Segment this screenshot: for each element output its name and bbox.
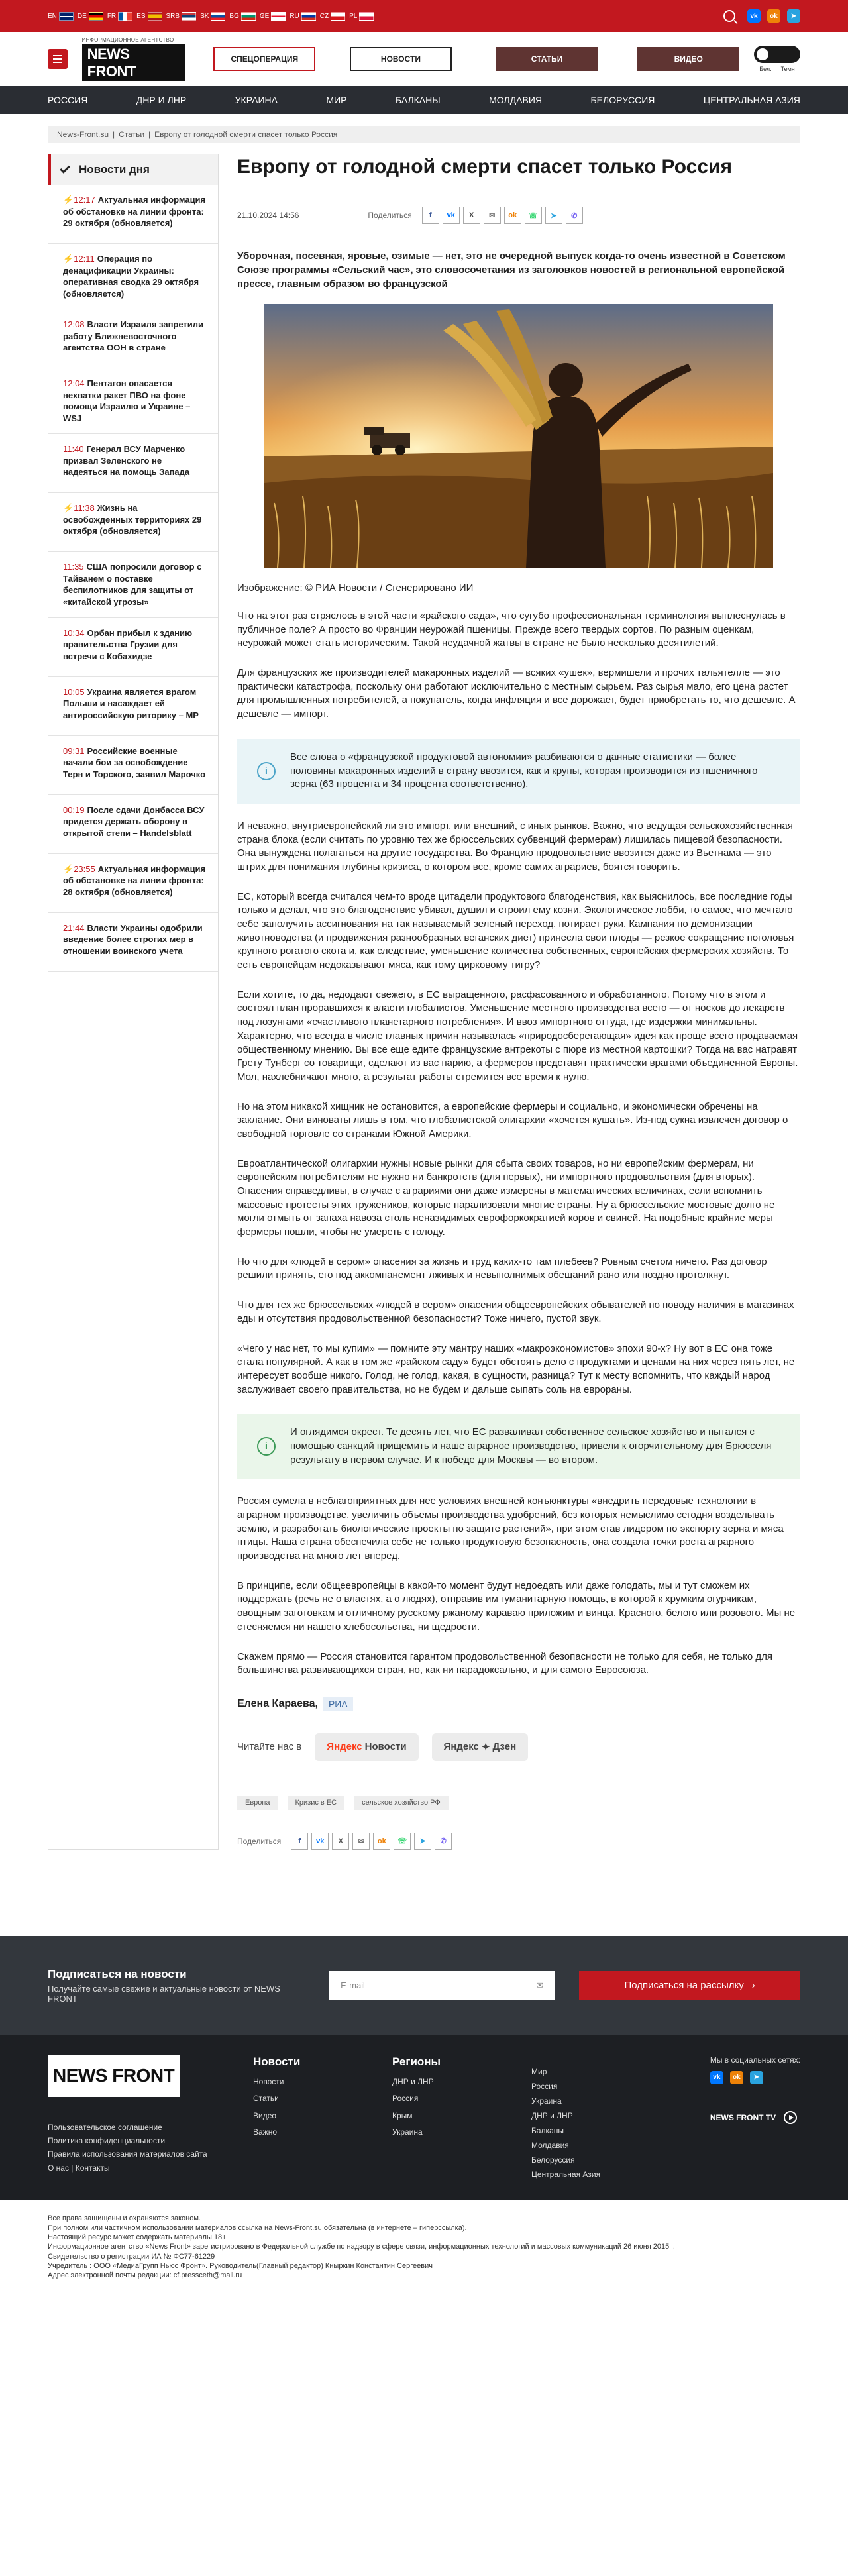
- news-time: 09:31: [63, 745, 85, 756]
- breadcrumb-current: Европу от голодной смерти спасет только Россия: [154, 130, 338, 139]
- telegram-icon[interactable]: ➤: [787, 9, 800, 23]
- news-headline: США попросили договор с Тайванем о поставке беспилотников для защиты от «китайской угрозы»: [63, 562, 202, 608]
- article-paragraph: Россия сумела в неблагоприятных для нее условиях внешней конъюнктуры «внедрить передовые технологии в аграрном производстве, увеличить объемы производства удобрений, без которых немыслимо сегодня возделывать землю, и разработать биологические проекты по защите растений», при этом став лидером по экспорту зерна и мяса птицы. Наша страна обеспечила себе не только продуктовую безопасность, она создала точки роста аграрного производства на много лет вперед.: [237, 1495, 784, 1562]
- footer-region-link[interactable]: Россия: [392, 2094, 419, 2104]
- read-us-block: [237, 1733, 800, 1761]
- yandex-dzen-button[interactable]: [432, 1733, 529, 1761]
- vk-icon[interactable]: vk: [747, 9, 761, 23]
- whatsapp-icon[interactable]: ☏: [525, 207, 542, 224]
- flag-icon: [301, 12, 316, 21]
- lang-label: RU: [290, 12, 299, 20]
- tag-list: [237, 1796, 800, 1810]
- tag[interactable]: Кризис в ЕС: [288, 1796, 345, 1810]
- vk-icon[interactable]: vk: [311, 1833, 329, 1850]
- nav-item-balkans[interactable]: БАЛКАНЫ: [395, 95, 441, 105]
- footer-news-title: Новости: [253, 2055, 301, 2068]
- x-icon[interactable]: X: [463, 207, 480, 224]
- wheat-field-illustration: [264, 304, 773, 568]
- sidebar-news-item[interactable]: [48, 185, 218, 244]
- flag-icon: [59, 12, 74, 21]
- share-label: Поделиться: [237, 1836, 282, 1846]
- flag-icon: [148, 12, 162, 21]
- legal-line: Все права защищены и охраняются законом.: [48, 2214, 201, 2223]
- lightning-icon: ⚡: [63, 254, 74, 264]
- email-input[interactable]: [329, 1971, 555, 2000]
- nav-item-moldova[interactable]: МОЛДАВИЯ: [489, 95, 543, 105]
- breadcrumb-separator: |: [113, 130, 115, 139]
- footer-region-link[interactable]: ДНР и ЛНР: [531, 2111, 573, 2121]
- lang-fr[interactable]: [107, 12, 132, 21]
- breadcrumb-section[interactable]: Статьи: [119, 130, 145, 139]
- lang-label: SRB: [166, 12, 180, 20]
- footer-region-link[interactable]: Молдавия: [531, 2140, 569, 2150]
- tv-label: NEWS FRONT TV: [710, 2112, 776, 2122]
- flag-icon: [89, 12, 103, 21]
- info-icon: i: [257, 762, 276, 780]
- lang-de[interactable]: [78, 12, 103, 21]
- vk-icon[interactable]: vk: [710, 2071, 723, 2084]
- sidebar-news-item[interactable]: [48, 493, 218, 552]
- legal-line: Адрес электронной почты редакции: cf.pressceth@mail.ru: [48, 2271, 242, 2280]
- lang-label: FR: [107, 12, 117, 20]
- lang-label: SK: [200, 12, 209, 20]
- footer-news-link[interactable]: Важно: [253, 2127, 278, 2137]
- article-author: [237, 1697, 800, 1711]
- subscribe-block: [0, 1936, 848, 2035]
- news-headline: Жизнь на освобожденных территориях 29 октября (обновляется): [63, 503, 202, 537]
- sidebar-news-item[interactable]: [48, 854, 218, 913]
- news-time: 10:05: [63, 686, 85, 697]
- article-paragraph: Скажем прямо — Россия становится гарантом продовольственной безопасности не только для себя, не только для большинства развивающихся стран, но, как ни парадоксально, и для самого Евросоюза.: [237, 1650, 773, 1676]
- news-time: 12:11: [74, 254, 95, 264]
- lang-sk[interactable]: [200, 12, 225, 21]
- news-time: 23:55: [74, 863, 95, 874]
- share-bar: [368, 207, 582, 224]
- logo-text: NEWS FRONT: [82, 44, 186, 81]
- footer-news-link[interactable]: Новости: [253, 2077, 284, 2087]
- facebook-icon[interactable]: f: [422, 207, 439, 224]
- theme-light-label: Бел.: [759, 66, 772, 72]
- footer-link[interactable]: Политика конфиденциальности: [48, 2136, 166, 2146]
- news-headline: Украина является врагом Польши и насаждает ей антироссийскую риторику – МР: [63, 686, 199, 720]
- sidebar-header: [48, 154, 218, 185]
- chevron-right-icon: ›: [751, 1980, 755, 1992]
- footer-link[interactable]: Пользовательское соглашение: [48, 2122, 162, 2132]
- article-lead: Уборочная, посевная, яровые, озимые — нет, это не очередной выпуск когда-то очень известной в Советском Союзе программы «Сельский час», это словосочетания из заголовков новостей в региональной европейской прессе, главным образом во французской: [237, 250, 786, 290]
- footer-link[interactable]: О нас | Контакты: [48, 2163, 110, 2173]
- legal-line: Настоящий ресурс может содержать материалы 18+: [48, 2233, 227, 2241]
- dzen-icon: ✦: [481, 1741, 490, 1753]
- tag[interactable]: сельское хозяйство РФ: [354, 1796, 449, 1810]
- email-placeholder: E-mail: [341, 1980, 365, 1991]
- lang-cz[interactable]: [320, 12, 345, 21]
- lang-label: BG: [229, 12, 239, 20]
- info-icon: i: [257, 1437, 276, 1456]
- news-headline: Операция по денацификации Украины: оперативная сводка 29 октября (обновляется): [63, 254, 199, 299]
- footer-logo[interactable]: NEWS FRONT: [48, 2055, 180, 2097]
- breadcrumb: [48, 126, 800, 143]
- quote-text: И оглядимся окрест. Те десять лет, что ЕС разваливал собственное сельское хозяйство и пытался с помощью санкций прищемить и наше аграрное производство, привели к огорчительному для Брюсселя результату в первом случае. И к победе для Москвы — во втором.: [290, 1426, 772, 1466]
- news-time: 12:08: [63, 319, 85, 330]
- article-date: 21.10.2024 14:56: [237, 211, 299, 220]
- ok-icon[interactable]: ok: [504, 207, 521, 224]
- email-icon[interactable]: ✉: [352, 1833, 370, 1850]
- footer-region-link[interactable]: Крым: [392, 2110, 413, 2120]
- logo-subtitle: ИНФОРМАЦИОННОЕ АГЕНТСТВО: [81, 36, 174, 43]
- news-headline: Орбан прибыл к зданию правительства Грузии для встречи с Кобахидзе: [63, 627, 193, 661]
- article-image: [264, 304, 773, 568]
- flag-icon: [211, 12, 225, 21]
- footer-region-link[interactable]: Мир: [531, 2066, 547, 2076]
- bottom-share-bar: [237, 1833, 800, 1850]
- article-paragraph: «Чего у нас нет, то мы купим» — помните эту мантру наших «макроэкономистов» эпохи 90-х? Ну вот в ЕС она тоже стала популярной. А как в том же «райском саду» будет обстоять дело с продуктами и ценами на них через пять лет, не интересует вообще никого. Голод, не голод, какая, в сущности, разница? Тут к месту вспомнить, что каждый народ заслуживает своего правительства, но не будем и дальше сыпать соль на еврораны.: [237, 1342, 795, 1395]
- news-sidebar: [48, 154, 219, 1850]
- footer-link[interactable]: Правила использования материалов сайта: [48, 2149, 207, 2159]
- lang-bg[interactable]: [229, 12, 255, 21]
- article-paragraph: В принципе, если общеевропейцы в какой-то момент будут недоедать или даже голодать, мы и тут сможем их поддержать (речь не о властях, а о людях), отправив им гуманитарную помощь, в которой к хрумким огурчикам, овощным заготовкам и отличному русскому ржаному караваю приложим и винца. Красного, белого или розового. Мы не стесняемся ни нашего хлебосольства, ни щедрости.: [237, 1580, 796, 1633]
- nav-item-dnr-lnr[interactable]: ДНР И ЛНР: [136, 95, 187, 105]
- news-headline: После сдачи Донбасса ВСУ придется держать оборону в открытой степи – Handelsblatt: [63, 804, 205, 838]
- footer-region-link[interactable]: Россия: [531, 2082, 558, 2092]
- article-paragraph: Что для тех же брюссельских «людей в сером» опасения общеевропейских обывателей по поводу наличия в магазинах еды и отсутствия продовольственной безопасности? Тоже ничего, пустой звук.: [237, 1299, 794, 1324]
- nav-item-central-asia[interactable]: ЦЕНТРАЛЬНАЯ АЗИЯ: [703, 95, 800, 105]
- vk-icon[interactable]: vk: [443, 207, 460, 224]
- language-bar: [0, 0, 848, 32]
- source-link[interactable]: РИА: [323, 1697, 353, 1711]
- yandex-news-label: Новости: [364, 1741, 407, 1753]
- news-time: 11:35: [63, 562, 84, 572]
- article-title: Европу от голодной смерти спасет только Россия: [237, 156, 732, 178]
- telegram-icon[interactable]: ➤: [545, 207, 562, 224]
- info-quote: [237, 739, 800, 804]
- facebook-icon[interactable]: f: [291, 1833, 308, 1850]
- news-time: 11:38: [74, 503, 95, 513]
- lang-ge[interactable]: [260, 12, 286, 21]
- menu-button[interactable]: [48, 49, 68, 69]
- news-headline: Российские военные начали бои за освобождение Терн и Торского, заявил Марочко: [63, 745, 206, 779]
- article-paragraph: Что на этот раз стряслось в этой части «райского сада», что сугубо профессиональная терминология выплеснулась в публичное поле? А просто во Франции неурожай пшеницы. Прежде всего твердых сортов. По разным оценкам, неурожай может стать историческим. Такой неудачной жатвы в стране не было несколько десятилетий.: [237, 610, 786, 649]
- news-headline: Актуальная информация об обстановке на линии фронта: 29 октября (обновляется): [63, 195, 206, 229]
- flag-icon: [359, 12, 374, 21]
- news-headline: Актуальная информация об обстановке на линии фронта: 28 октября (обновляется): [63, 863, 206, 897]
- special-operation-button[interactable]: СПЕЦОПЕРАЦИЯ: [213, 47, 315, 71]
- theme-dark-label: Темн: [780, 66, 795, 72]
- subscribe-subtitle: Получайте самые свежие и актуальные новости от NEWS FRONT: [48, 1983, 280, 2004]
- x-icon[interactable]: X: [332, 1833, 349, 1850]
- content-layout: [0, 154, 848, 1850]
- sidebar-title: Новости дня: [79, 163, 150, 176]
- check-icon: [60, 163, 70, 174]
- lang-label: EN: [48, 12, 57, 20]
- subscribe-button-label: Подписаться на рассылку: [624, 1980, 744, 1992]
- news-time: 10:34: [63, 627, 85, 638]
- viber-icon[interactable]: ✆: [435, 1833, 452, 1850]
- site-header: [0, 32, 848, 86]
- flag-icon: [118, 12, 132, 21]
- footer-region-link[interactable]: Центральная Азия: [531, 2170, 601, 2180]
- news-button[interactable]: НОВОСТИ: [350, 47, 452, 71]
- viber-icon[interactable]: ✆: [566, 207, 583, 224]
- site-logo[interactable]: [82, 37, 186, 81]
- article-paragraph: Но на этом никакой хищник не остановится, а европейские фермеры и социально, и экономически обречены на заклание. Они виноваты лишь в том, что глобалистской олигархии «хочется кушать». Из-под сукна извлечен договор о свободной торговле со странами Южной Америки.: [237, 1100, 788, 1140]
- news-time: 12:17: [74, 195, 95, 205]
- tag[interactable]: Европа: [237, 1796, 278, 1810]
- news-headline: Генерал ВСУ Марченко призвал Зеленского не надеяться на помощь Запада: [63, 444, 190, 478]
- sidebar-news-item[interactable]: [48, 368, 218, 434]
- sidebar-news-item[interactable]: [48, 618, 218, 677]
- mail-icon: ✉: [536, 1980, 544, 1990]
- footer-region-link[interactable]: Украина: [531, 2096, 562, 2106]
- highlight-quote: [237, 1414, 800, 1479]
- social-title: Мы в социальных сетях:: [710, 2055, 800, 2065]
- legal-line: Информационное агентство «News Front» зарегистрировано в Федеральной службе по надзору в сфере связи, информационных технологий и массовых коммуникаций 26 июня 2015 г.: [48, 2243, 675, 2251]
- dzen-label: Дзен: [492, 1741, 517, 1753]
- nav-item-belarus[interactable]: БЕЛОРУССИЯ: [590, 95, 655, 105]
- sidebar-news-item[interactable]: [48, 244, 218, 309]
- sidebar-news-item[interactable]: [48, 795, 218, 854]
- sidebar-news-item[interactable]: [48, 736, 218, 795]
- image-caption: Изображение: © РИА Новости / Сгенерировано ИИ: [237, 582, 474, 594]
- sidebar-news-item[interactable]: [48, 309, 218, 368]
- lang-label: DE: [77, 12, 87, 20]
- articles-button[interactable]: СТАТЬИ: [496, 47, 598, 71]
- main-nav: [0, 86, 848, 114]
- subscribe-button[interactable]: [579, 1971, 800, 2000]
- theme-switch[interactable]: [754, 46, 800, 72]
- theme-toggle[interactable]: [754, 46, 800, 63]
- article-paragraph: И неважно, внутриевропейский ли это импорт, или внешний, с иных рынков. Важно, что ведущая сельскохозяйственная страна блока (если считать по уровню тех же брюссельских субвенций фермерам) лишилась пищевой безопасности. Она вынуждена полагаться на другие государства. Во Францию продовольствие ввозится даже из Вьетнама — это штрих для понимания глубины кризиса, о котором все, кроме самих аграриев, боятся говорить.: [237, 820, 793, 873]
- author-name: Елена Караева,: [237, 1697, 318, 1709]
- footer-region-link[interactable]: Украина: [392, 2127, 423, 2137]
- whatsapp-icon[interactable]: ☏: [394, 1833, 411, 1850]
- sidebar-news-item[interactable]: [48, 677, 218, 736]
- play-icon: [784, 2111, 797, 2124]
- lang-label: ES: [136, 12, 146, 20]
- lang-label: GE: [259, 12, 270, 20]
- search-icon[interactable]: [723, 10, 735, 22]
- breadcrumb-home[interactable]: News-Front.su: [57, 130, 109, 139]
- footer-regions-title: Регионы: [392, 2055, 441, 2068]
- share-label: Поделиться: [368, 211, 412, 220]
- flag-icon: [331, 12, 345, 21]
- telegram-icon[interactable]: ➤: [750, 2071, 763, 2084]
- sidebar-news-item[interactable]: [48, 434, 218, 493]
- news-time: 12:04: [63, 378, 85, 389]
- yandex-news-button[interactable]: [315, 1733, 418, 1761]
- lightning-icon: ⚡: [63, 863, 74, 874]
- nav-item-world[interactable]: МИР: [326, 95, 347, 105]
- article-paragraph: ЕС, который всегда считался чем-то вроде цитадели продуктового благоденствия, как выяснилось, все последние годы только и делал, что это благоденствие убивал, душил и строил ему козни. Экологическое лобби, то самое, что мечтало себе заполучить ассигнования на так называемый зеленый переход, потирает руки. Кампания по демонизации животноводства (и продвижения разнообразных веганских диет) принесла свои плоды — резкое сокращение поголовья крупного рогатого скота и, как следствие, уменьшение количества собственных, европейских фермерских хозяйств. То есть европейцам недоказывают мяса, как тому цирковому тигру?: [237, 890, 794, 971]
- legal-line: При полном или частичном использовании материалов ссылка на News-Front.su обязательна (в интернете – гиперссылка).: [48, 2224, 467, 2232]
- flag-icon: [182, 12, 196, 21]
- sidebar-news-item[interactable]: [48, 552, 218, 617]
- footer-region-link[interactable]: Балканы: [531, 2125, 564, 2135]
- footer-news-link[interactable]: Видео: [253, 2110, 277, 2120]
- article: [237, 154, 800, 1850]
- article-paragraph: Если хотите, то да, недодают свежего, в ЕС выращенного, расфасованного и обработанного. Потому что в этом и состоял план проравшихся к власти глобалистов. Уменьшение местного производства всего — от носков до лекарств под лозунгами «счастливого планетарного потребления». И ввоз импортного оттуда, где издержки минимальны. Характерно, что всегда в числе главных причин называлась «природосберегающая» идея как проще всего продаваемая общественному мнению. Вы все еще едите французские антрекоты с пюре из местной картошки? Тогда на вас натравят Грету Тунберг со товарищи, сделают из вас парию, а фермеров представят практически врагами объединенной Европы. Мол, нахлебничают много, а результат работы стремится все время к нулю.: [237, 989, 798, 1083]
- nav-item-ukraine[interactable]: УКРАИНА: [235, 95, 278, 105]
- read-us-label: Читайте нас в: [237, 1741, 302, 1753]
- news-headline: Пентагон опасается нехватки ракет ПВО на фоне помощи Израилю и Украине – WSJ: [63, 378, 191, 423]
- sidebar-news-item[interactable]: [48, 913, 218, 972]
- email-icon[interactable]: ✉: [484, 207, 501, 224]
- news-time: 00:19: [63, 804, 85, 815]
- lang-label: PL: [349, 12, 358, 20]
- legal-notice: [0, 2200, 848, 2296]
- footer-news-link[interactable]: Статьи: [253, 2094, 279, 2104]
- footer-region-link[interactable]: ДНР и ЛНР: [392, 2077, 434, 2087]
- legal-line: Учредитель : ООО «МедиаГрупп Ньюс Фронт». Руководитель(Главный редактор) Кныркин Константин Сергеевич: [48, 2261, 433, 2270]
- yandex-label: Яндекс: [443, 1741, 479, 1753]
- lightning-icon: ⚡: [63, 503, 74, 513]
- nav-item-russia[interactable]: РОССИЯ: [48, 95, 88, 105]
- video-button[interactable]: ВИДЕО: [637, 47, 739, 71]
- news-headline: Власти Украины одобрили введение более строгих мер в отношении воинского учета: [63, 922, 203, 956]
- news-front-tv-link[interactable]: [710, 2111, 800, 2124]
- lightning-icon: ⚡: [63, 195, 74, 205]
- legal-line: Свидетельство о регистрации ИА № ФС77-61229: [48, 2252, 215, 2261]
- article-paragraph: Евроатлантической олигархии нужны новые рынки для сбыта своих товаров, но ни европейским фермерам, ни европейским потребителям не нужно ни банкротств (для первых), ни импортного продовольствия (для вторых). Опасения справедливы, в случае с аграриями они даже измерены в математических величинах, если вспомнить массовые протесты этих тружеников, которые парализовали многие страны. Ну а брюссельские мостовые долго не могли отмыть от запаха навоза столь неназидимых еврофоркократией коров и свиней. На подобные крайние меры фермеры пошли, чтобы не умереть с голоду.: [237, 1157, 775, 1238]
- article-paragraph: Для французских же производителей макаронных изделий — всяких «ушек», вермишели и прочих тальятелле — это практически катастрофа, поскольку они работают исключительно с местным сырьем. Раз сырья мало, его цена растет для промышленных потребителей, а покупатель, когда инфляция и все дорожает, будет приобретать то, что дешевле. А дешевле — импорт.: [237, 667, 796, 720]
- ok-icon[interactable]: ok: [373, 1833, 390, 1850]
- breadcrumb-separator: |: [148, 130, 151, 139]
- yandex-label: Яндекс: [327, 1741, 362, 1753]
- flag-icon: [271, 12, 286, 21]
- site-footer: [0, 2035, 848, 2201]
- flag-icon: [241, 12, 256, 21]
- lang-pl[interactable]: [349, 12, 374, 21]
- subscribe-title: Подписаться на новости: [48, 1967, 187, 1980]
- quote-text: Все слова о «французской продуктовой автономии» разбиваются о данные статистики — более половины макаронных изделий в страну ввозится, как и крупы, которая производится из пшеничного зерна (63 процента и 34 процента соответственно).: [290, 751, 758, 790]
- ok-icon[interactable]: ok: [730, 2071, 743, 2084]
- news-headline: Власти Израиля запретили работу Ближневосточного агентства ООН в стране: [63, 319, 204, 353]
- article-paragraph: Но что для «людей в сером» опасения за жизнь и труд каких-то там плебеев? Ровным счетом ничего. Раз договор решили принять, его под аккомпанемент лживых и невыполнимых обещаний рано или поздно протолкнут.: [237, 1256, 767, 1281]
- news-time: 21:44: [63, 922, 85, 933]
- lang-ru[interactable]: [290, 12, 315, 21]
- language-list: [48, 12, 374, 21]
- lang-en[interactable]: [48, 12, 74, 21]
- lang-label: CZ: [319, 12, 329, 20]
- lang-es[interactable]: [136, 12, 162, 21]
- telegram-icon[interactable]: ➤: [414, 1833, 431, 1850]
- ok-icon[interactable]: ok: [767, 9, 780, 23]
- footer-region-link[interactable]: Белоруссия: [531, 2155, 575, 2165]
- news-time: 11:40: [63, 444, 84, 455]
- lang-srb[interactable]: [166, 12, 197, 21]
